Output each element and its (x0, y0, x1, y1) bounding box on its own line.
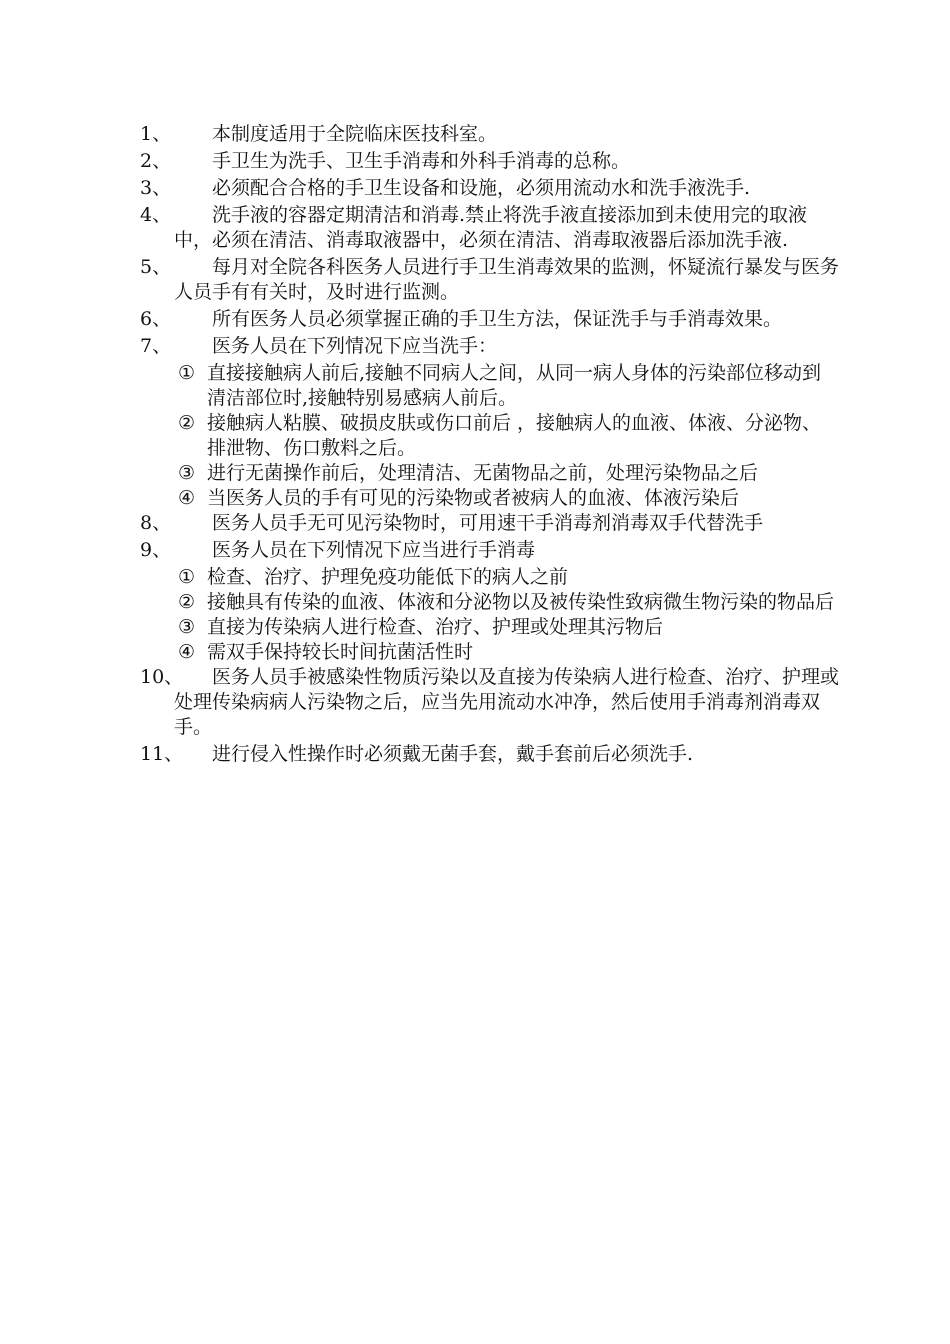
list-item (140, 742, 840, 767)
sub-list-item (140, 486, 840, 511)
item-text: 每月对全院各科医务人员进行手卫生消毒效果的监测，怀疑流行暴发与医务人员手有有关时，及时进行监测。 (174, 256, 840, 303)
circled-number-marker: ③ (178, 616, 196, 638)
item-number: 4、 (140, 204, 172, 226)
item-text: 洗手液的容器定期清洁和消毒.禁止将洗手液直接添加到未使用完的取液中，必须在清洁、消毒取液器中，必须在清洁、消毒取液器后添加洗手液. (174, 204, 808, 251)
item-number: 1、 (140, 123, 172, 145)
list-item (140, 334, 840, 359)
item-text: 所有医务人员必须掌握正确的手卫生方法，保证洗手与手消毒效果。 (212, 308, 783, 330)
list-item (140, 122, 840, 147)
item-number: 10、 (140, 666, 184, 688)
sub-item-text: 需双手保持较长时间抗菌活性时 (207, 641, 474, 663)
item-text: 手卫生为洗手、卫生手消毒和外科手消毒的总称。 (212, 150, 631, 172)
sub-item-text: 检查、治疗、护理免疫功能低下的病人之前 (207, 566, 569, 588)
sub-list-item (140, 615, 840, 640)
list-item (140, 149, 840, 174)
hand-hygiene-rules-list (140, 122, 840, 769)
item-number: 5、 (140, 256, 172, 278)
list-item (140, 665, 840, 740)
list-item (140, 538, 840, 563)
item-number: 8、 (140, 512, 172, 534)
item-text: 医务人员在下列情况下应当洗手： (212, 335, 498, 357)
list-item (140, 176, 840, 201)
sub-list-item (140, 411, 840, 461)
sub-list-item (140, 565, 840, 590)
item-number: 3、 (140, 177, 172, 199)
item-number: 11、 (140, 743, 184, 765)
item-text: 医务人员手无可见污染物时，可用速干手消毒剂消毒双手代替洗手 (212, 512, 764, 534)
list-item (140, 307, 840, 332)
item-number: 7、 (140, 335, 172, 357)
circled-number-marker: ① (178, 566, 196, 588)
sub-list-item (140, 361, 840, 411)
circled-number-marker: ① (178, 362, 196, 384)
item-text: 本制度适用于全院临床医技科室。 (212, 123, 498, 145)
sub-item-text: 接触病人粘膜、破损皮肤或伤口前后 ，接触病人的血液、体液、分泌物、排泄物、伤口敷料之后。 (207, 412, 822, 459)
sub-item-text: 进行无菌操作前后，处理清洁、无菌物品之前，处理污染物品之后 (207, 462, 759, 484)
circled-number-marker: ② (178, 412, 196, 434)
circled-number-marker: ④ (178, 641, 196, 663)
item-text: 医务人员手被感染性物质污染以及直接为传染病人进行检查、治疗、护理或处理传染病病人污染物之后，应当先用流动水冲净，然后使用手消毒剂消毒双手。 (174, 666, 840, 738)
item-text: 进行侵入性操作时必须戴无菌手套，戴手套前后必须洗手. (212, 743, 694, 765)
sub-item-text: 接触具有传染的血液、体液和分泌物以及被传染性致病微生物污染的物品后 (207, 591, 835, 613)
item-text: 医务人员在下列情况下应当进行手消毒 (212, 539, 536, 561)
sub-item-text: 直接为传染病人进行检查、治疗、护理或处理其污物后 (207, 616, 664, 638)
sub-list-item (140, 640, 840, 665)
sub-list-item (140, 590, 840, 615)
sub-item-text: 直接接触病人前后,接触不同病人之间，从同一病人身体的污染部位移动到清洁部位时,接触特别易感病人前后。 (207, 362, 822, 409)
list-item (140, 203, 840, 253)
sub-list-item (140, 461, 840, 486)
item-number: 9、 (140, 539, 172, 561)
list-item (140, 511, 840, 536)
circled-number-marker: ③ (178, 462, 196, 484)
item-number: 6、 (140, 308, 172, 330)
item-number: 2、 (140, 150, 172, 172)
item-text: 必须配合合格的手卫生设备和设施，必须用流动水和洗手液洗手. (212, 177, 751, 199)
circled-number-marker: ② (178, 591, 196, 613)
circled-number-marker: ④ (178, 487, 196, 509)
sub-item-text: 当医务人员的手有可见的污染物或者被病人的血液、体液污染后 (207, 487, 740, 509)
list-item (140, 255, 840, 305)
